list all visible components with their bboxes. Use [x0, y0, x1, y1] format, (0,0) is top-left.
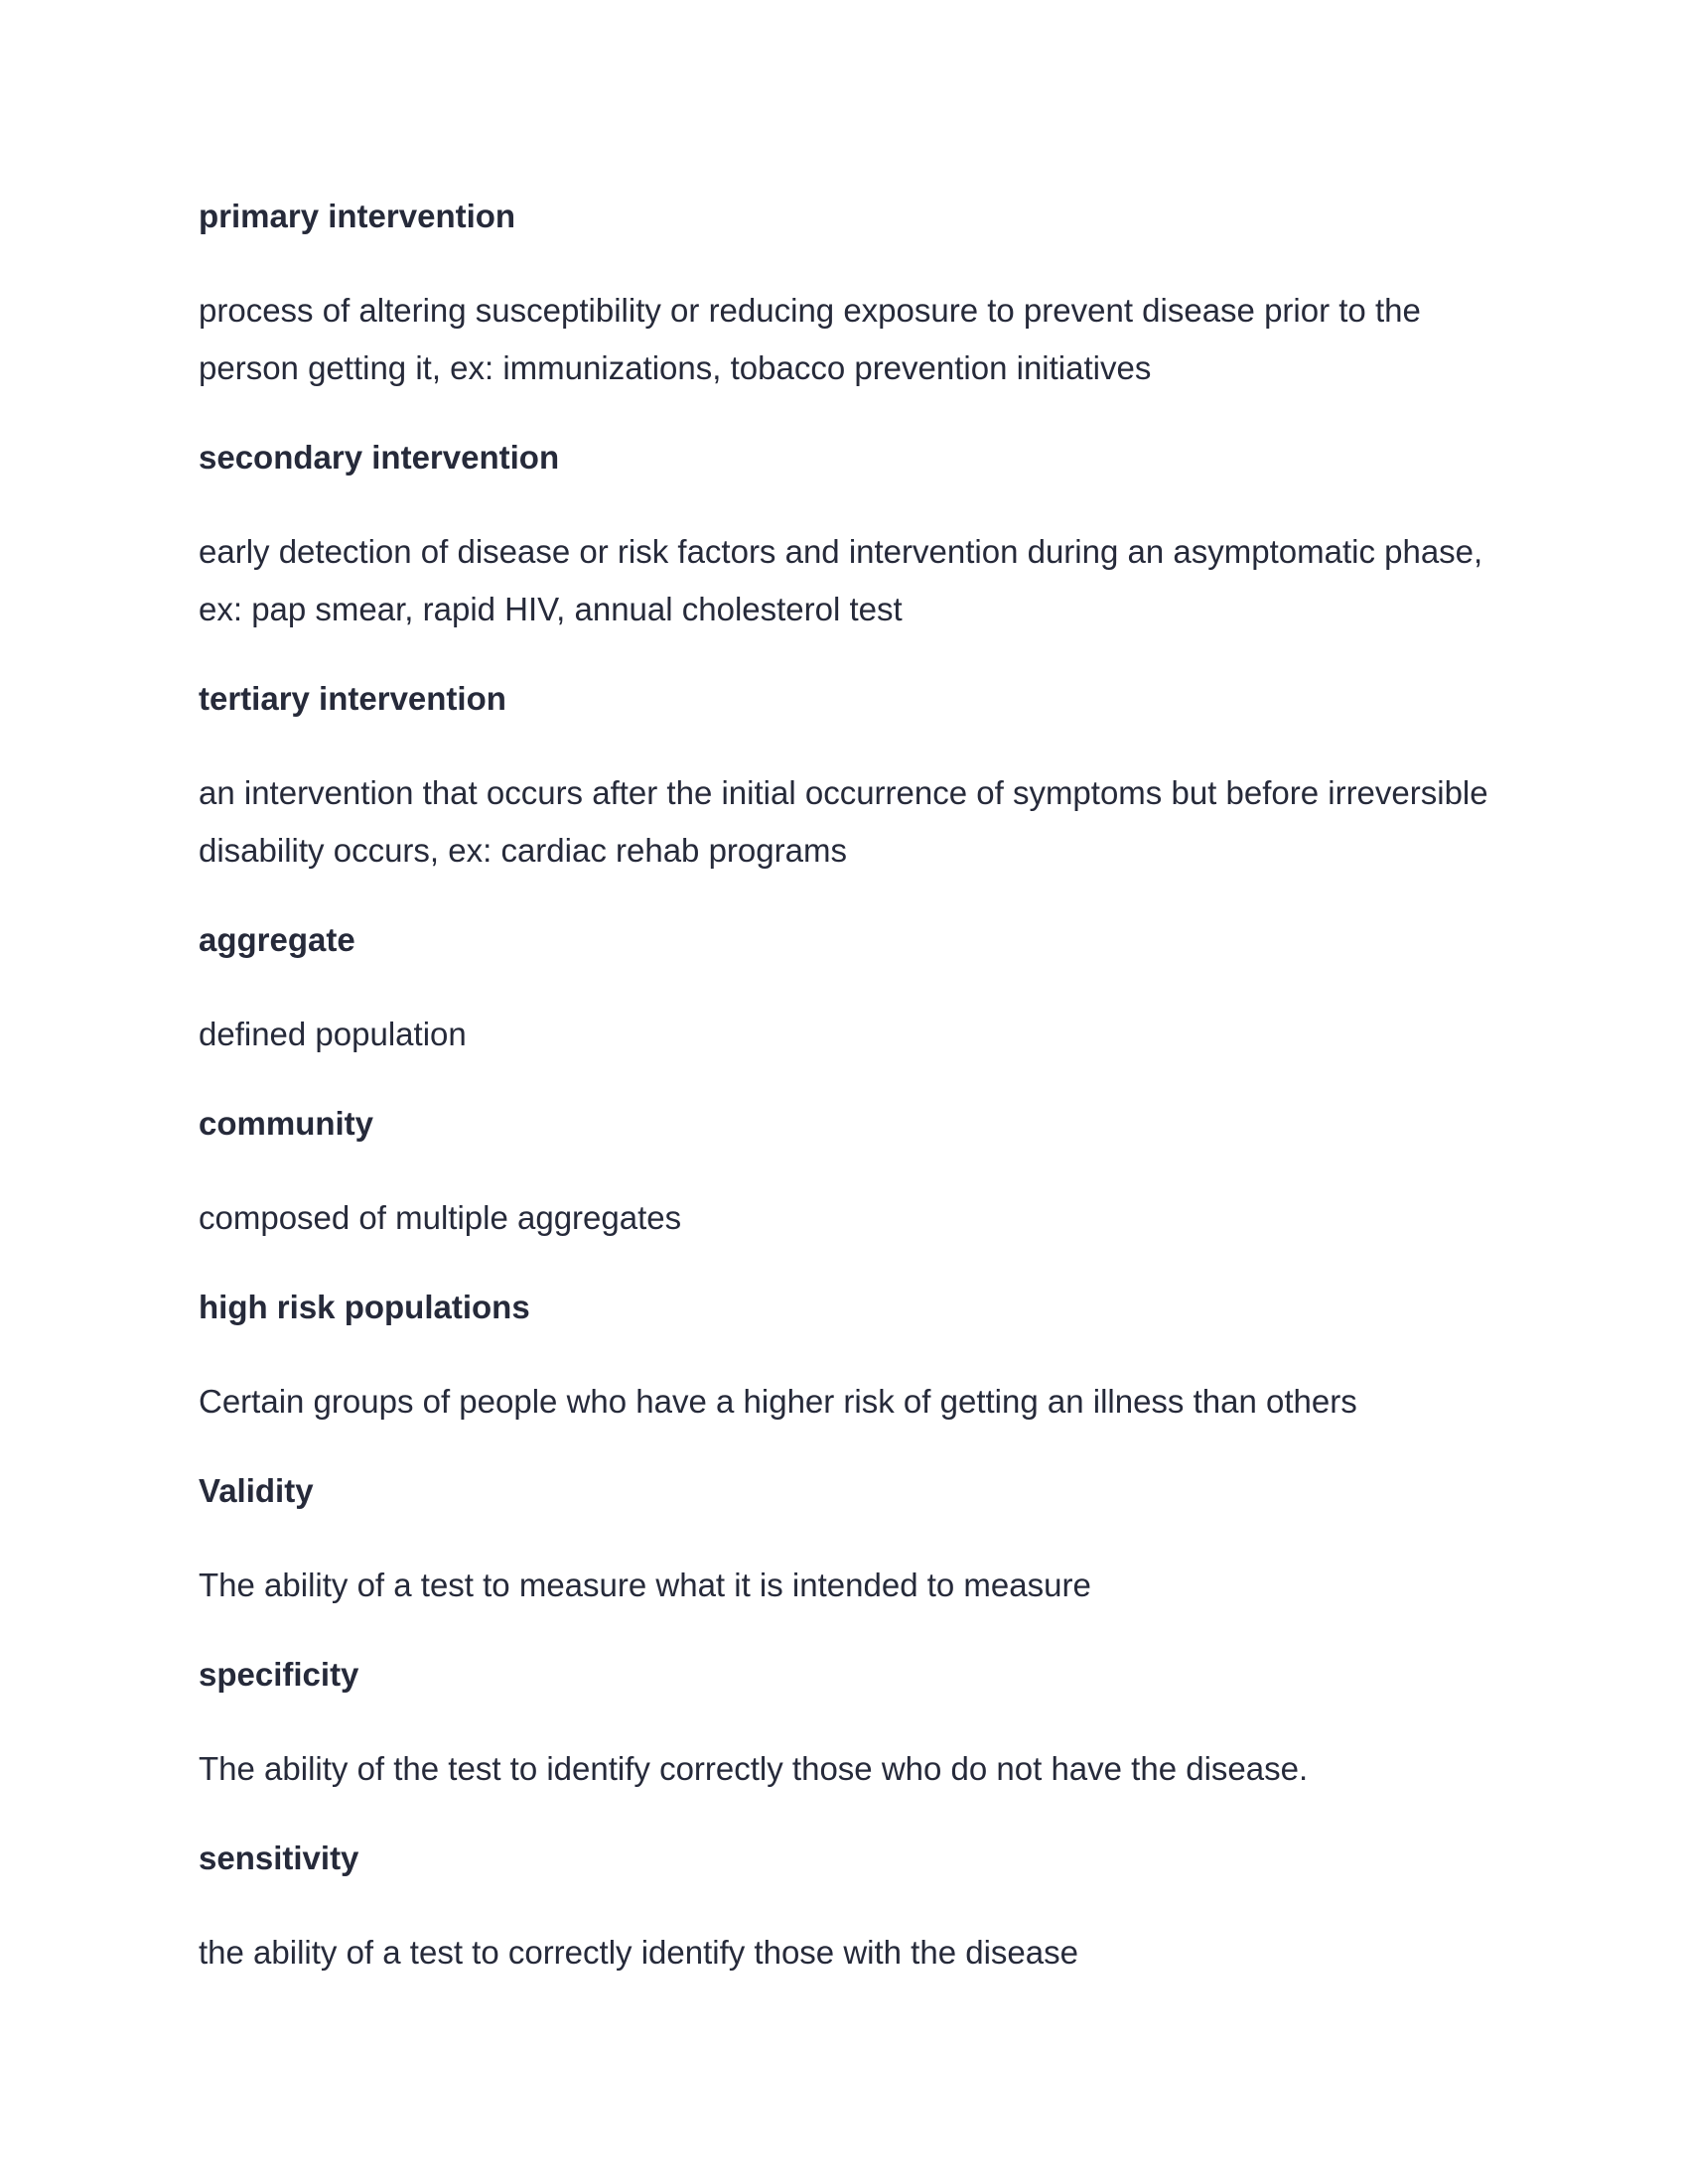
term-heading: community	[199, 1105, 374, 1142]
flashcard-entry	[199, 675, 1489, 880]
definition-text: composed of multiple aggregates	[199, 1199, 682, 1236]
flashcard-entry	[199, 1467, 1489, 1614]
definition-text: Certain groups of people who have a higher risk of getting an illness than others	[199, 1383, 1357, 1420]
definition-text: The ability of the test to identify correctly those who do not have the disease.	[199, 1750, 1309, 1787]
definition-text: the ability of a test to correctly identify those with the disease	[199, 1934, 1078, 1971]
term-heading: aggregate	[199, 921, 355, 958]
term-heading: Validity	[199, 1472, 314, 1509]
term-heading: primary intervention	[199, 198, 516, 234]
flashcard-entry	[199, 1651, 1489, 1798]
definition-text: an intervention that occurs after the initial occurrence of symptoms but before irreversible disability occurs, ex: cardiac rehab programs	[199, 774, 1488, 869]
flashcard-entry	[199, 434, 1489, 638]
definition-text: early detection of disease or risk factors and intervention during an asymptomatic phase, ex: pap smear, rapid HIV, annual cholesterol test	[199, 533, 1483, 627]
flashcard-entry	[199, 1284, 1489, 1431]
definition-text: The ability of a test to measure what it is intended to measure	[199, 1567, 1091, 1603]
definition-text: process of altering susceptibility or reducing exposure to prevent disease prior to the person getting it, ex: immunizations, tobacco prevention initiatives	[199, 292, 1421, 386]
term-heading: sensitivity	[199, 1840, 359, 1876]
flashcard-entry	[199, 193, 1489, 397]
term-heading: secondary intervention	[199, 439, 560, 476]
term-heading: tertiary intervention	[199, 680, 506, 717]
flashcard-entry	[199, 1835, 1489, 1981]
term-heading: high risk populations	[199, 1289, 530, 1325]
flashcard-entry	[199, 916, 1489, 1063]
flashcard-entry	[199, 1100, 1489, 1247]
flashcard-list	[199, 193, 1489, 2018]
definition-text: defined population	[199, 1016, 467, 1052]
term-heading: specificity	[199, 1656, 359, 1693]
